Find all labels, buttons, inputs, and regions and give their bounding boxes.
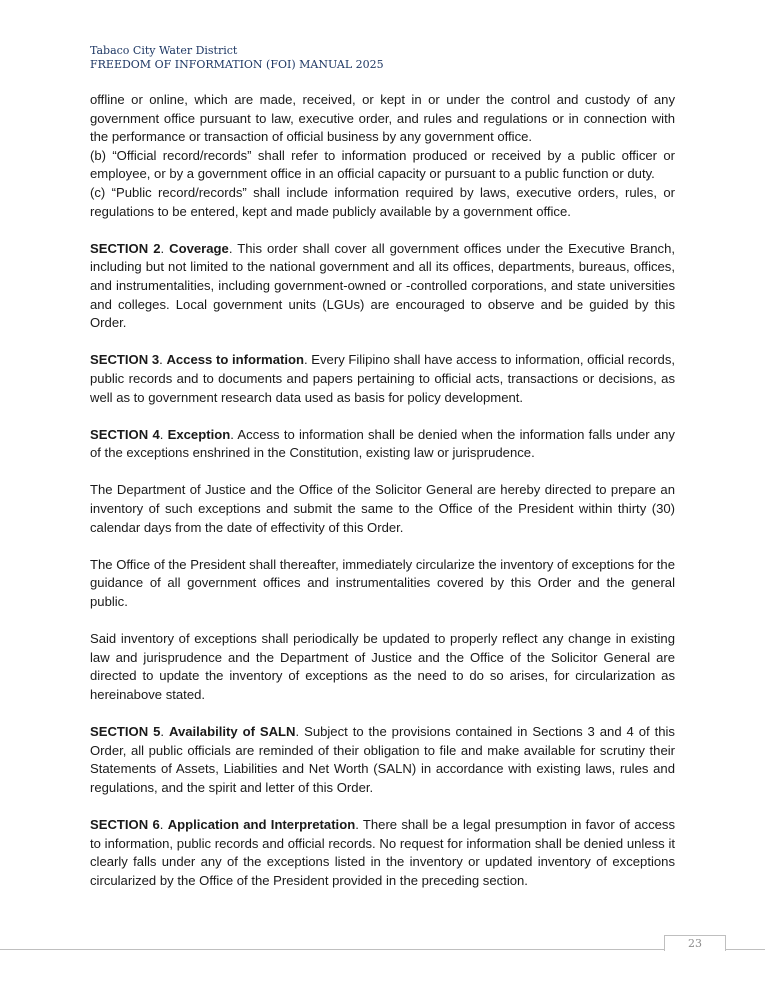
section-3-title: Access to information (166, 352, 304, 368)
separator: . (159, 817, 168, 833)
section-4-label: SECTION 4 (90, 426, 160, 442)
section-6 (90, 816, 675, 890)
separator: . (159, 352, 167, 368)
paragraph-official-records: (b) “Official record/records” shall refer to information produced or received by a public officer or employee, or by a government office in an official capacity or pursuant to a public function or duty. (90, 147, 675, 182)
section-3-label: SECTION 3 (90, 352, 160, 368)
paragraph-doj-inventory: The Department of Justice and the Office of the Solicitor General are hereby directed to prepare an inventory of such exceptions and submit the same to the Office of the President within thirty (30) calendar days from the date of effectivity of this Order. (90, 482, 675, 535)
page-header (90, 44, 690, 72)
section-2-title: Coverage (169, 240, 229, 256)
section-4-title: Exception (167, 426, 231, 442)
section-5-title: Availability of SALN (169, 724, 296, 740)
paragraph-public-records: (c) “Public record/records” shall include information required by laws, executive orders, rules, or regulations to be entered, kept and made publicly available by a government office. (90, 184, 675, 219)
section-4-text: . Access to information shall be denied when the information falls under any of the exceptions enshrined in the Constitution, existing law or jurisprudence. (90, 426, 675, 461)
section-2 (90, 240, 675, 333)
section-5-label: SECTION 5 (90, 724, 161, 740)
separator: . (160, 240, 170, 256)
header-organization: Tabaco City Water District (90, 44, 238, 57)
section-4 (90, 426, 675, 463)
separator: . (159, 426, 168, 442)
paragraph-definition-continued: offline or online, which are made, received, or kept in or under the control and custody of any government office pursuant to law, executive order, and rules and regulations or in connection with the performance or transaction of official business by any government office. (90, 92, 675, 145)
section-6-label: SECTION 6 (90, 817, 160, 833)
section-5 (90, 723, 675, 797)
section-6-text: . There shall be a legal presumption in favor of access to information, public records and official records. No request for information shall be denied unless it clearly falls under any of the exceptions listed in the inventory or updated inventory of exceptions circularized by the Office of the President provided in the preceding section. (90, 817, 676, 888)
paragraph-op-circularize: The Office of the President shall thereafter, immediately circularize the inventory of exceptions for the guidance of all government offices and instrumentalities covered by this Order and the general public. (90, 556, 675, 610)
separator: . (160, 724, 169, 740)
section-6-title: Application and Interpretation (167, 817, 356, 833)
header-manual-title: FREEDOM OF INFORMATION (FOI) MANUAL 2025 (90, 58, 384, 71)
section-2-text: . This order shall cover all government offices under the Executive Branch, including but not limited to the national government and all its offices, departments, bureaus, offices, and instrumentalities, including government-owned or -controlled corporations, and state universities and colleges. Local government units (LGUs) are encouraged to observe and be guided by this Order. (90, 240, 676, 331)
paragraph-inventory-update: Said inventory of exceptions shall periodically be updated to properly reflect any change in existing law and jurisprudence and the Department of Justice and the Office of the Solicitor General are directed to update the inventory of exceptions as the need to do so arises, for circularization as hereinabove stated. (90, 631, 675, 702)
section-5-text: . Subject to the provisions contained in Sections 3 and 4 of this Order, all public officials are reminded of their obligation to file and make available for scrutiny their Statements of Assets, Liabilities and Net Worth (SALN) in accordance with existing laws, rules and regulations, and the spirit and letter of this Order. (90, 724, 675, 795)
section-3-text: . Every Filipino shall have access to information, official records, public records and to documents and papers pertaining to official acts, transactions or decisions, as well as to government research data used as basis for policy development. (90, 352, 676, 405)
document-body (90, 91, 675, 909)
section-2-label: SECTION 2 (90, 240, 161, 256)
page-number: 23 (664, 935, 726, 951)
section-3 (90, 351, 675, 407)
footer-rule (0, 949, 765, 950)
